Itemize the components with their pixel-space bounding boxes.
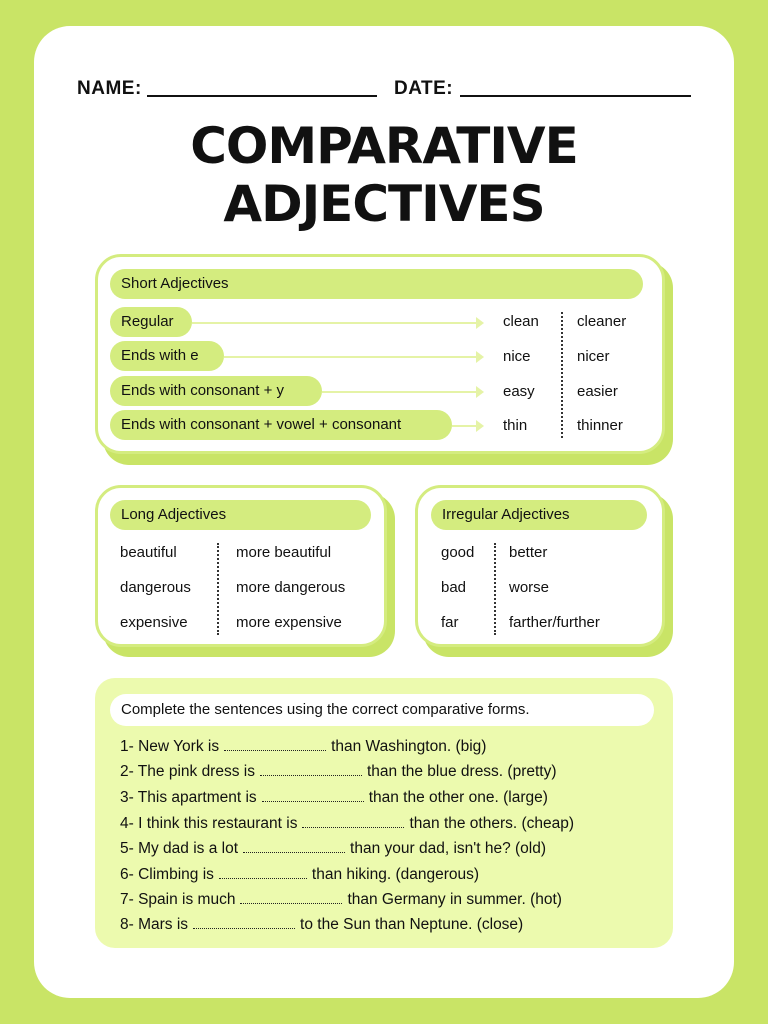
arrow-icon	[192, 322, 482, 324]
sentence-text: 8- Mars is	[120, 916, 189, 933]
irregular-divider	[494, 543, 496, 635]
sentence-text: 7- Spain is much	[120, 891, 236, 908]
answer-blank[interactable]	[243, 840, 345, 853]
rule-regular: Regular	[110, 307, 192, 337]
answer-blank[interactable]	[224, 738, 326, 751]
short-comp-thinner: thinner	[577, 417, 623, 434]
irr-comp-farther: farther/further	[509, 614, 600, 631]
sentence-2	[120, 763, 557, 781]
short-divider	[561, 312, 563, 438]
date-field[interactable]	[460, 95, 691, 97]
short-comp-nicer: nicer	[577, 348, 610, 365]
answer-blank[interactable]	[240, 891, 342, 904]
long-comp-expensive: more expensive	[236, 614, 342, 631]
sentence-3	[120, 789, 548, 807]
answer-blank[interactable]	[219, 866, 307, 879]
date-label: DATE:	[394, 78, 454, 99]
long-base-dangerous: dangerous	[120, 579, 191, 596]
rule-ends-with-cvc: Ends with consonant + vowel + consonant	[110, 410, 452, 440]
long-comp-beautiful: more beautiful	[236, 544, 332, 561]
long-divider	[217, 543, 219, 635]
sentence-text: than the others. (cheap)	[409, 815, 575, 832]
name-field[interactable]	[147, 95, 377, 97]
short-comp-cleaner: cleaner	[577, 313, 627, 330]
exercise-instruction: Complete the sentences using the correct comparative forms.	[110, 694, 654, 726]
rule-ends-with-consonant-y: Ends with consonant + y	[110, 376, 322, 406]
page-title-line1: COMPARATIVE	[190, 117, 578, 175]
sentence-8	[120, 916, 523, 934]
irr-comp-worse: worse	[509, 579, 550, 596]
short-base-clean: clean	[503, 313, 539, 330]
long-adjectives-heading: Long Adjectives	[110, 500, 371, 530]
sentence-text: 2- The pink dress is	[120, 763, 255, 780]
sentence-text: than hiking. (dangerous)	[311, 866, 480, 883]
name-label: NAME:	[77, 78, 142, 99]
irr-base-bad: bad	[441, 579, 467, 596]
sentence-text: than Washington. (big)	[331, 738, 487, 755]
irregular-adjectives-heading: Irregular Adjectives	[431, 500, 647, 530]
sentence-text: than Germany in summer. (hot)	[347, 891, 562, 908]
sentence-text: than the other one. (large)	[368, 789, 548, 806]
short-base-nice: nice	[503, 348, 531, 365]
sentence-text: 6- Climbing is	[120, 866, 214, 883]
page-title-line2: ADJECTIVES	[223, 175, 545, 233]
sentence-text: 1- New York is	[120, 738, 220, 755]
sentence-text: 3- This apartment is	[120, 789, 257, 806]
arrow-icon	[224, 356, 482, 358]
sentence-text: 5- My dad is a lot	[120, 840, 239, 857]
sentence-text: 4- I think this restaurant is	[120, 815, 298, 832]
answer-blank[interactable]	[260, 763, 362, 776]
long-comp-dangerous: more dangerous	[236, 579, 346, 596]
arrow-icon	[452, 425, 482, 427]
answer-blank[interactable]	[262, 789, 364, 802]
arrow-icon	[322, 391, 482, 393]
sentence-1	[120, 738, 486, 756]
long-base-beautiful: beautiful	[120, 544, 177, 561]
short-comp-easier: easier	[577, 383, 618, 400]
short-base-easy: easy	[503, 383, 535, 400]
answer-blank[interactable]	[302, 815, 404, 828]
short-adjectives-heading: Short Adjectives	[110, 269, 643, 299]
sentence-4	[120, 815, 574, 833]
irr-base-far: far	[441, 614, 459, 631]
sentence-7	[120, 891, 562, 909]
long-base-expensive: expensive	[120, 614, 188, 631]
short-base-thin: thin	[503, 417, 528, 434]
answer-blank[interactable]	[193, 916, 295, 929]
sentence-text: to the Sun than Neptune. (close)	[300, 916, 524, 933]
sentence-5	[120, 840, 546, 858]
rule-ends-with-e: Ends with e	[110, 341, 224, 371]
sentence-text: than the blue dress. (pretty)	[366, 763, 557, 780]
sentence-6	[120, 866, 479, 884]
irr-base-good: good	[441, 544, 475, 561]
irr-comp-better: better	[509, 544, 548, 561]
sentence-text: than your dad, isn't he? (old)	[350, 840, 546, 857]
